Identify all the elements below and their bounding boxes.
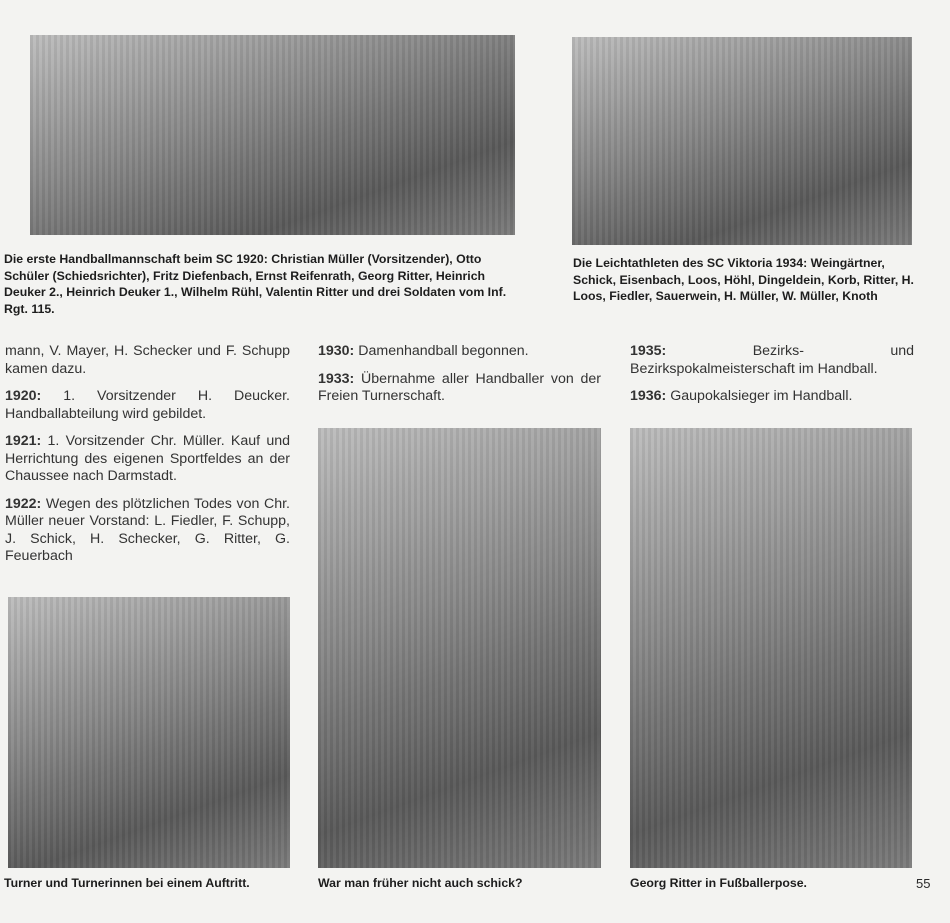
entry-1936: 1936: Gaupokalsieger im Handball. [630,388,853,404]
caption-women: War man früher nicht auch schick? [318,876,523,890]
entry-1935: 1935: Bezirks- und Bezirkspokalmeisterschaft im Handball. [630,343,914,377]
photo-handball-team-1920 [30,35,515,235]
entry-1922: 1922: Wegen des plötzlichen Todes von Chr. Müller neuer Vorstand: L. Fiedler, F. Schupp, J. Schick, H. Schecker, G. Ritter, G. Feuerbach [5,495,290,564]
caption-athletes: Die Leichtathleten des SC Viktoria 1934: Weingärtner, Schick, Eisenbach, Loos, Höhl, Dingeldein, Korb, Ritter, H. Loos, Fiedler, Sauerwein, H. Müller, W. Müller, Knoth [573,256,914,303]
page-number: 55 [916,876,931,891]
entry-1921: 1921: 1. Vorsitzender Chr. Müller. Kauf und Herrichtung des eigenen Sportfeldes an der Chaussee nach Darmstadt. [5,433,290,484]
photo-georg-ritter [630,428,912,868]
entry-1920: 1920: 1. Vorsitzender H. Deucker. Handballabteilung wird gebildet. [5,388,290,422]
column-2 [318,343,601,416]
caption-georg-ritter: Georg Ritter in Fußballerpose. [630,876,807,890]
photo-women [318,428,601,868]
photo-gymnasts [8,597,290,868]
entry-1933: 1933: Übernahme aller Handballer von der Freien Turnerschaft. [318,370,601,404]
caption-gymnasts: Turner und Turnerinnen bei einem Auftritt. [4,876,250,890]
entry: mann, V. Mayer, H. Schecker und F. Schupp kamen dazu. [5,343,290,377]
column-3 [630,343,914,416]
entry-1930: 1930: Damenhandball begonnen. [318,343,529,359]
column-1 [5,343,290,576]
photo-athletes-1934 [572,37,912,245]
caption-handball-team: Die erste Handballmannschaft beim SC 1920: Christian Müller (Vorsitzender), Otto Schüler (Schiedsrichter), Fritz Diefenbach, Ernst Reifenrath, Georg Ritter, Heinrich Deuker 2., Heinrich Deuker 1., Wilhelm Rühl, Valentin Ritter und drei Soldaten vom Inf. Rgt. 115. [4,252,507,316]
